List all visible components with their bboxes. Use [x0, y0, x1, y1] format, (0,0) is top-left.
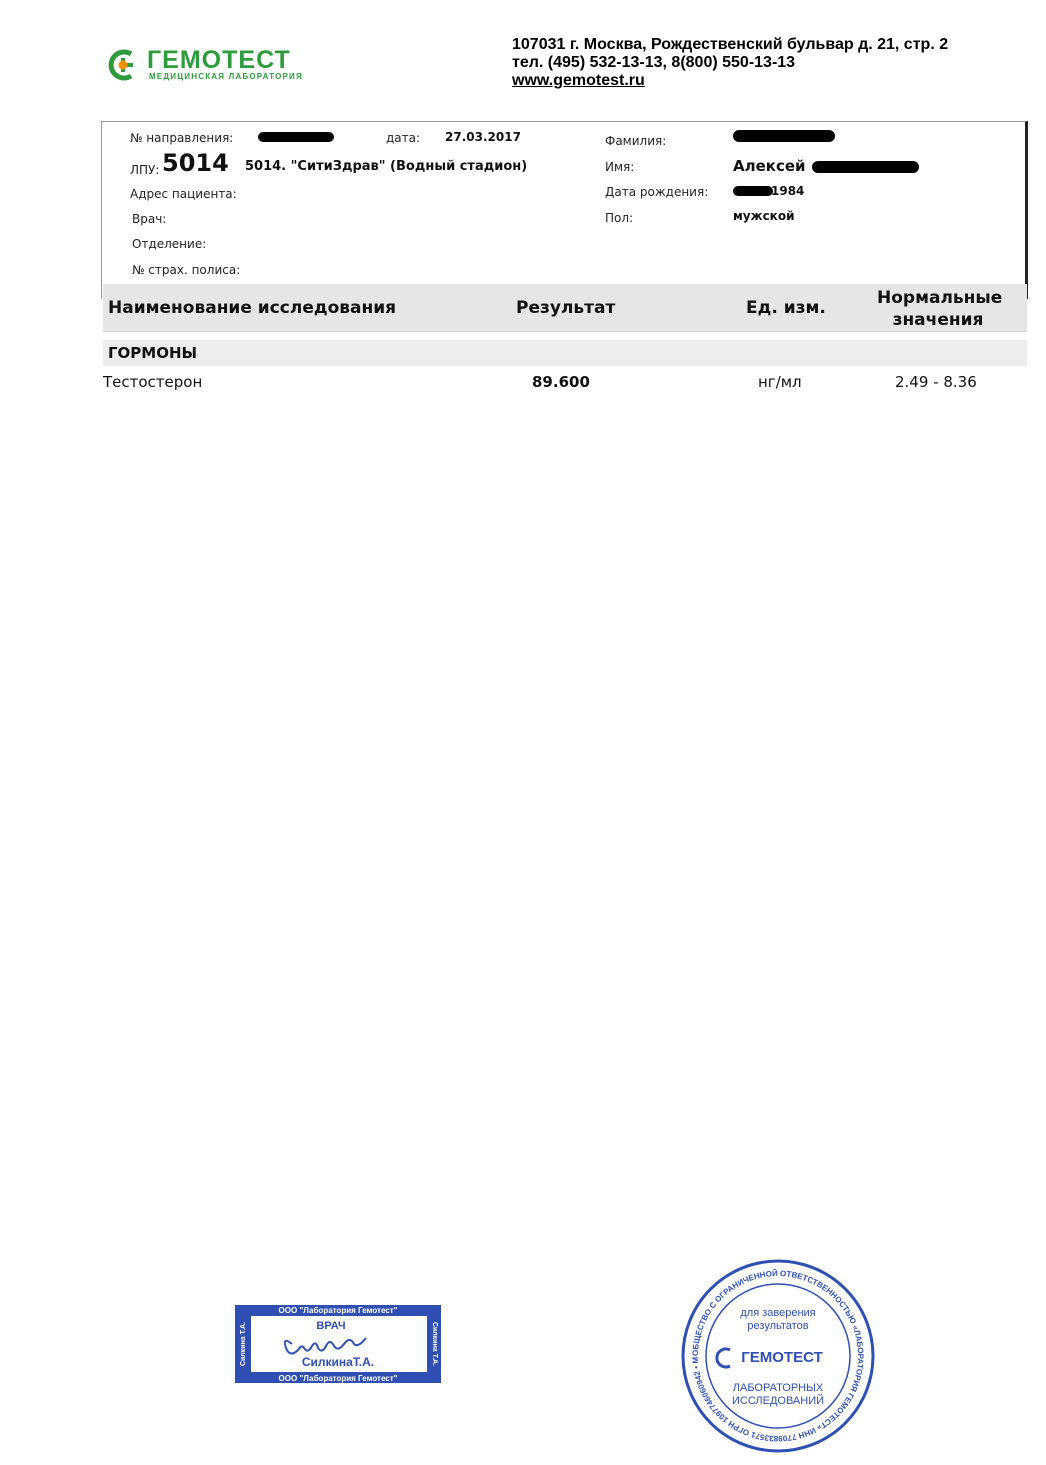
lab-seal-graphic	[680, 1258, 876, 1454]
col-header-unit: Ед. изм.	[746, 298, 826, 318]
doctor-stamp-title: ВРАЧ	[316, 1320, 346, 1332]
doctor-label: Врач:	[132, 212, 167, 226]
dob-value: 1984	[771, 184, 805, 198]
date-value: 27.03.2017	[445, 130, 521, 144]
results-table-header	[103, 284, 1027, 332]
lpu-name: 5014. "СитиЗдрав" (Водный стадион)	[245, 159, 528, 174]
seal-ring-text: ОБЩЕСТВО С ОГРАНИЧЕННОЙ ОТВЕТСТВЕННОСТЬЮ «ЛАБОРАТОРИЯ ГЕМОТЕСТ» ИНН 7709833571 ОГРН 1097746060942 • М	[690, 1268, 866, 1444]
col-header-norm-line1: Нормальные	[877, 288, 1003, 308]
seal-line4: ИССЛЕДОВАНИЙ	[731, 1395, 825, 1407]
seal-brand: ГЕМОТЕСТ	[741, 1349, 823, 1366]
surname-label: Фамилия:	[605, 134, 667, 148]
lab-address: 107031 г. Москва, Рождественский бульвар д. 21, стр. 2	[512, 36, 949, 53]
col-header-result: Результат	[516, 298, 616, 318]
logo-brand-text: ГЕМОТЕСТ	[147, 46, 291, 74]
sex-value: мужской	[733, 209, 795, 223]
sex-label: Пол:	[605, 211, 634, 225]
test-name: Тестостерон	[103, 373, 203, 391]
patronymic-redacted	[812, 161, 919, 173]
section-title: ГОРМОНЫ	[108, 344, 198, 362]
gemotest-logo	[105, 46, 335, 84]
department-label: Отделение:	[132, 237, 207, 251]
doctor-stamp	[234, 1304, 442, 1384]
lpu-label: ЛПУ:	[130, 163, 160, 177]
col-header-norm-line2: значения	[892, 310, 984, 330]
dob-label: Дата рождения:	[605, 185, 709, 199]
patient-address-label: Адрес пациента:	[130, 187, 237, 201]
name-value: Алексей	[733, 157, 806, 175]
doctor-stamp-top: ООО "Лаборатория Гемотест"	[278, 1306, 398, 1315]
referral-number-redacted	[258, 132, 334, 142]
logo-tagline: МЕДИЦИНСКАЯ ЛАБОРАТОРИЯ	[149, 72, 303, 81]
dob-redacted	[733, 186, 773, 196]
section-header-hormones	[103, 340, 1027, 366]
col-header-name: Наименование исследования	[108, 298, 397, 318]
doctor-stamp-graphic	[234, 1304, 442, 1384]
surname-redacted	[733, 130, 835, 142]
seal-line1: для заверения	[740, 1307, 816, 1319]
referral-label: № направления:	[130, 131, 234, 145]
doctor-stamp-bottom: ООО "Лаборатория Гемотест"	[278, 1374, 398, 1383]
gemotest-logo-icon	[105, 46, 143, 84]
lab-seal	[680, 1258, 876, 1454]
date-label: дата:	[386, 131, 421, 145]
name-label: Имя:	[605, 160, 635, 174]
doctor-stamp-name: СилкинаТ.А.	[301, 1355, 375, 1369]
test-unit: нг/мл	[758, 373, 802, 391]
seal-line2: результатов	[747, 1320, 809, 1332]
policy-label: № страх. полиса:	[132, 263, 241, 277]
doctor-stamp-side-right: Силкина Т.А.	[431, 1321, 438, 1367]
lab-website-link[interactable]: www.gemotest.ru	[512, 72, 645, 89]
test-norm: 2.49 - 8.36	[895, 373, 977, 391]
test-result: 89.600	[532, 373, 590, 391]
lab-contacts	[512, 36, 948, 90]
seal-line3: ЛАБОРАТОРНЫХ	[732, 1382, 824, 1394]
lab-phones: тел. (495) 532-13-13, 8(800) 550-13-13	[512, 54, 796, 71]
doctor-stamp-side-left: Силкина Т.А.	[240, 1321, 247, 1367]
seal-logo-icon	[717, 1349, 730, 1367]
lpu-code: 5014	[162, 149, 229, 177]
